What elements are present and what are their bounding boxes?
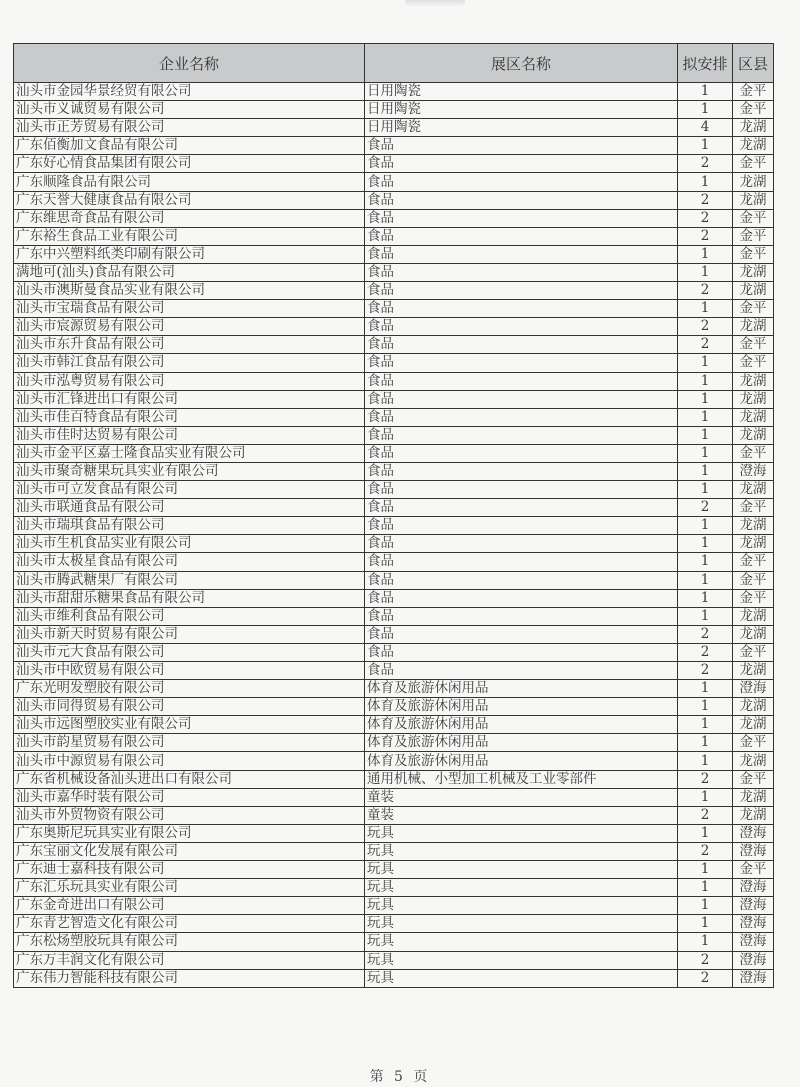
cell-zone: 玩具: [365, 861, 678, 879]
cell-district: 金平: [733, 245, 774, 263]
table-row: [14, 806, 774, 824]
cell-arranged: 1: [678, 933, 733, 951]
cell-district: 龙湖: [733, 716, 774, 734]
cell-zone: 食品: [365, 263, 678, 281]
cell-company: 汕头市韵星贸易有限公司: [14, 734, 365, 752]
cell-arranged: 2: [678, 951, 733, 969]
cell-company: 汕头市可立发食品有限公司: [14, 481, 365, 499]
cell-zone: 玩具: [365, 842, 678, 860]
cell-district: 金平: [733, 444, 774, 462]
cell-zone: 食品: [365, 318, 678, 336]
cell-arranged: 1: [678, 390, 733, 408]
cell-district: 金平: [733, 354, 774, 372]
table-row: [14, 245, 774, 263]
table-row: [14, 408, 774, 426]
cell-arranged: 1: [678, 263, 733, 281]
cell-zone: 玩具: [365, 933, 678, 951]
cell-arranged: 1: [678, 372, 733, 390]
cell-district: 澄海: [733, 969, 774, 987]
cell-company: 汕头市韩江食品有限公司: [14, 354, 365, 372]
table-row: [14, 824, 774, 842]
cell-zone: 日用陶瓷: [365, 101, 678, 119]
cell-district: 龙湖: [733, 282, 774, 300]
table-row: [14, 933, 774, 951]
header-company: 企业名称: [14, 44, 365, 83]
cell-zone: 食品: [365, 607, 678, 625]
table-row: [14, 209, 774, 227]
scan-artifact: [405, 0, 465, 6]
cell-company: 广东省机械设备汕头进出口有限公司: [14, 770, 365, 788]
cell-district: 澄海: [733, 842, 774, 860]
cell-zone: 食品: [365, 517, 678, 535]
cell-arranged: 1: [678, 137, 733, 155]
cell-arranged: 2: [678, 318, 733, 336]
cell-zone: 食品: [365, 499, 678, 517]
cell-company: 汕头市腾武糖果厂有限公司: [14, 571, 365, 589]
table-row: [14, 462, 774, 480]
exhibitor-table: [13, 43, 774, 988]
cell-company: 广东迪士嘉科技有限公司: [14, 861, 365, 879]
cell-arranged: 1: [678, 589, 733, 607]
cell-zone: 食品: [365, 137, 678, 155]
table-row: [14, 390, 774, 408]
cell-zone: 食品: [365, 571, 678, 589]
cell-company: 汕头市义诚贸易有限公司: [14, 101, 365, 119]
cell-district: 金平: [733, 770, 774, 788]
cell-company: 汕头市新天时贸易有限公司: [14, 625, 365, 643]
table-header-row: [14, 44, 774, 83]
cell-district: 龙湖: [733, 191, 774, 209]
cell-arranged: 1: [678, 698, 733, 716]
table-row: [14, 571, 774, 589]
header-zone: 展区名称: [365, 44, 678, 83]
cell-district: 金平: [733, 209, 774, 227]
cell-arranged: 1: [678, 408, 733, 426]
cell-company: 广东裕生食品工业有限公司: [14, 227, 365, 245]
table-row: [14, 137, 774, 155]
table-row: [14, 861, 774, 879]
cell-district: 金平: [733, 643, 774, 661]
cell-district: 龙湖: [733, 119, 774, 137]
cell-company: 汕头市远图塑胶实业有限公司: [14, 716, 365, 734]
cell-company: 汕头市生机食品实业有限公司: [14, 535, 365, 553]
cell-arranged: 1: [678, 861, 733, 879]
cell-zone: 体育及旅游休闲用品: [365, 698, 678, 716]
cell-arranged: 2: [678, 336, 733, 354]
cell-company: 广东好心情食品集团有限公司: [14, 155, 365, 173]
cell-company: 汕头市东升食品有限公司: [14, 336, 365, 354]
table-row: [14, 517, 774, 535]
cell-district: 龙湖: [733, 535, 774, 553]
cell-arranged: 1: [678, 300, 733, 318]
table-row: [14, 915, 774, 933]
table-row: [14, 734, 774, 752]
cell-company: 广东汇乐玩具实业有限公司: [14, 879, 365, 897]
cell-district: 龙湖: [733, 625, 774, 643]
cell-company: 广东天誉大健康食品有限公司: [14, 191, 365, 209]
cell-district: 澄海: [733, 879, 774, 897]
cell-district: 金平: [733, 861, 774, 879]
table-row: [14, 607, 774, 625]
cell-zone: 食品: [365, 300, 678, 318]
cell-district: 金平: [733, 300, 774, 318]
cell-arranged: 1: [678, 734, 733, 752]
table-row: [14, 643, 774, 661]
cell-zone: 食品: [365, 426, 678, 444]
cell-company: 广东金奇进出口有限公司: [14, 897, 365, 915]
cell-company: 广东佰衡加文食品有限公司: [14, 137, 365, 155]
table-row: [14, 969, 774, 987]
cell-company: 汕头市联通食品有限公司: [14, 499, 365, 517]
cell-arranged: 1: [678, 481, 733, 499]
table-row: [14, 553, 774, 571]
cell-company: 汕头市宝瑞食品有限公司: [14, 300, 365, 318]
table-row: [14, 788, 774, 806]
cell-zone: 玩具: [365, 969, 678, 987]
cell-arranged: 1: [678, 680, 733, 698]
table-row: [14, 770, 774, 788]
table-row: [14, 589, 774, 607]
cell-zone: 食品: [365, 209, 678, 227]
cell-zone: 童装: [365, 806, 678, 824]
cell-company: 汕头市佳百特食品有限公司: [14, 408, 365, 426]
cell-district: 澄海: [733, 951, 774, 969]
cell-zone: 食品: [365, 662, 678, 680]
cell-district: 金平: [733, 589, 774, 607]
cell-company: 广东宝丽文化发展有限公司: [14, 842, 365, 860]
cell-district: 龙湖: [733, 137, 774, 155]
cell-district: 澄海: [733, 915, 774, 933]
table-row: [14, 662, 774, 680]
cell-arranged: 2: [678, 625, 733, 643]
cell-arranged: 1: [678, 879, 733, 897]
cell-arranged: 1: [678, 101, 733, 119]
cell-arranged: 1: [678, 426, 733, 444]
cell-zone: 日用陶瓷: [365, 83, 678, 101]
cell-company: 满地可(汕头)食品有限公司: [14, 263, 365, 281]
header-district: 区县: [733, 44, 774, 83]
cell-company: 广东松炀塑胶玩具有限公司: [14, 933, 365, 951]
table-row: [14, 842, 774, 860]
cell-arranged: 1: [678, 824, 733, 842]
table-row: [14, 263, 774, 281]
cell-arranged: 1: [678, 245, 733, 263]
cell-arranged: 2: [678, 969, 733, 987]
cell-zone: 食品: [365, 589, 678, 607]
table-row: [14, 83, 774, 101]
cell-district: 澄海: [733, 897, 774, 915]
cell-company: 汕头市佳时达贸易有限公司: [14, 426, 365, 444]
table-row: [14, 481, 774, 499]
table-row: [14, 897, 774, 915]
cell-district: 龙湖: [733, 408, 774, 426]
cell-zone: 玩具: [365, 951, 678, 969]
table-row: [14, 716, 774, 734]
cell-arranged: 1: [678, 173, 733, 191]
cell-arranged: 1: [678, 83, 733, 101]
cell-company: 汕头市金平区嘉士隆食品实业有限公司: [14, 444, 365, 462]
cell-district: 金平: [733, 499, 774, 517]
cell-district: 金平: [733, 553, 774, 571]
cell-district: 龙湖: [733, 390, 774, 408]
cell-company: 广东中兴塑料纸类印刷有限公司: [14, 245, 365, 263]
table-row: [14, 535, 774, 553]
cell-district: 金平: [733, 336, 774, 354]
table-row: [14, 426, 774, 444]
cell-zone: 食品: [365, 191, 678, 209]
cell-zone: 童装: [365, 788, 678, 806]
cell-company: 广东奥斯尼玩具实业有限公司: [14, 824, 365, 842]
table-row: [14, 499, 774, 517]
cell-company: 汕头市同得贸易有限公司: [14, 698, 365, 716]
cell-arranged: 2: [678, 770, 733, 788]
cell-district: 龙湖: [733, 173, 774, 191]
cell-arranged: 1: [678, 517, 733, 535]
cell-district: 龙湖: [733, 752, 774, 770]
cell-zone: 食品: [365, 481, 678, 499]
cell-zone: 食品: [365, 408, 678, 426]
cell-district: 龙湖: [733, 607, 774, 625]
cell-zone: 食品: [365, 643, 678, 661]
cell-arranged: 2: [678, 842, 733, 860]
cell-company: 汕头市聚奇糖果玩具实业有限公司: [14, 462, 365, 480]
cell-district: 澄海: [733, 462, 774, 480]
table-row: [14, 155, 774, 173]
cell-company: 汕头市元大食品有限公司: [14, 643, 365, 661]
table-row: [14, 336, 774, 354]
cell-company: 广东光明发塑胶有限公司: [14, 680, 365, 698]
cell-company: 汕头市太极星食品有限公司: [14, 553, 365, 571]
cell-arranged: 1: [678, 607, 733, 625]
cell-zone: 食品: [365, 155, 678, 173]
cell-arranged: 1: [678, 354, 733, 372]
cell-arranged: 1: [678, 553, 733, 571]
table-row: [14, 191, 774, 209]
cell-zone: 玩具: [365, 879, 678, 897]
cell-district: 龙湖: [733, 426, 774, 444]
cell-zone: 体育及旅游休闲用品: [365, 680, 678, 698]
cell-company: 汕头市中欧贸易有限公司: [14, 662, 365, 680]
table-row: [14, 173, 774, 191]
cell-arranged: 1: [678, 716, 733, 734]
cell-zone: 体育及旅游休闲用品: [365, 716, 678, 734]
table-row: [14, 879, 774, 897]
cell-zone: 食品: [365, 173, 678, 191]
header-arranged: 拟安排: [678, 44, 733, 83]
cell-arranged: 1: [678, 788, 733, 806]
cell-company: 汕头市泓粤贸易有限公司: [14, 372, 365, 390]
cell-company: 广东顺隆食品有限公司: [14, 173, 365, 191]
table-row: [14, 680, 774, 698]
cell-company: 广东万丰润文化有限公司: [14, 951, 365, 969]
cell-zone: 食品: [365, 282, 678, 300]
table-row: [14, 318, 774, 336]
cell-arranged: 1: [678, 752, 733, 770]
cell-company: 汕头市澳斯曼食品实业有限公司: [14, 282, 365, 300]
cell-arranged: 2: [678, 227, 733, 245]
cell-zone: 食品: [365, 372, 678, 390]
cell-company: 汕头市汇锋进出口有限公司: [14, 390, 365, 408]
cell-zone: 食品: [365, 444, 678, 462]
cell-district: 金平: [733, 83, 774, 101]
cell-zone: 玩具: [365, 824, 678, 842]
table-body: [14, 83, 774, 988]
cell-arranged: 2: [678, 643, 733, 661]
table-row: [14, 752, 774, 770]
cell-company: 广东维思奇食品有限公司: [14, 209, 365, 227]
cell-district: 龙湖: [733, 662, 774, 680]
cell-arranged: 2: [678, 662, 733, 680]
cell-district: 龙湖: [733, 318, 774, 336]
cell-company: 汕头市中源贸易有限公司: [14, 752, 365, 770]
cell-zone: 食品: [365, 553, 678, 571]
table-row: [14, 698, 774, 716]
cell-district: 澄海: [733, 680, 774, 698]
cell-zone: 食品: [365, 354, 678, 372]
cell-arranged: 2: [678, 191, 733, 209]
cell-zone: 体育及旅游休闲用品: [365, 752, 678, 770]
cell-zone: 食品: [365, 625, 678, 643]
cell-district: 龙湖: [733, 517, 774, 535]
page-number: 第 5 页: [369, 1069, 431, 1085]
cell-district: 龙湖: [733, 372, 774, 390]
cell-district: 金平: [733, 227, 774, 245]
cell-company: 汕头市宸源贸易有限公司: [14, 318, 365, 336]
cell-arranged: 2: [678, 282, 733, 300]
cell-zone: 通用机械、小型加工机械及工业零部件: [365, 770, 678, 788]
cell-zone: 食品: [365, 462, 678, 480]
cell-arranged: 4: [678, 119, 733, 137]
cell-district: 龙湖: [733, 806, 774, 824]
cell-zone: 食品: [365, 245, 678, 263]
cell-arranged: 1: [678, 897, 733, 915]
cell-district: 金平: [733, 571, 774, 589]
table-row: [14, 101, 774, 119]
table-row: [14, 625, 774, 643]
table-row: [14, 300, 774, 318]
table-row: [14, 372, 774, 390]
cell-company: 汕头市正芳贸易有限公司: [14, 119, 365, 137]
cell-company: 汕头市瑞琪食品有限公司: [14, 517, 365, 535]
cell-company: 汕头市金园华景经贸有限公司: [14, 83, 365, 101]
cell-district: 金平: [733, 734, 774, 752]
cell-district: 龙湖: [733, 263, 774, 281]
cell-arranged: 1: [678, 535, 733, 553]
cell-zone: 体育及旅游休闲用品: [365, 734, 678, 752]
cell-zone: 食品: [365, 336, 678, 354]
cell-district: 金平: [733, 101, 774, 119]
cell-company: 汕头市外贸物资有限公司: [14, 806, 365, 824]
cell-zone: 食品: [365, 227, 678, 245]
table-row: [14, 282, 774, 300]
cell-district: 龙湖: [733, 698, 774, 716]
table-row: [14, 227, 774, 245]
table-row: [14, 354, 774, 372]
cell-company: 汕头市维利食品有限公司: [14, 607, 365, 625]
cell-zone: 玩具: [365, 897, 678, 915]
cell-district: 金平: [733, 155, 774, 173]
cell-company: 广东青艺智造文化有限公司: [14, 915, 365, 933]
table-row: [14, 444, 774, 462]
cell-zone: 日用陶瓷: [365, 119, 678, 137]
cell-company: 广东伟力智能科技有限公司: [14, 969, 365, 987]
cell-district: 龙湖: [733, 788, 774, 806]
cell-arranged: 1: [678, 915, 733, 933]
cell-arranged: 1: [678, 571, 733, 589]
cell-arranged: 2: [678, 209, 733, 227]
table-row: [14, 119, 774, 137]
cell-arranged: 2: [678, 499, 733, 517]
cell-arranged: 2: [678, 806, 733, 824]
cell-zone: 玩具: [365, 915, 678, 933]
cell-district: 澄海: [733, 933, 774, 951]
cell-district: 龙湖: [733, 481, 774, 499]
cell-zone: 食品: [365, 535, 678, 553]
cell-arranged: 1: [678, 462, 733, 480]
cell-company: 汕头市甜甜乐糖果食品有限公司: [14, 589, 365, 607]
cell-arranged: 2: [678, 155, 733, 173]
table-row: [14, 951, 774, 969]
cell-company: 汕头市嘉华时装有限公司: [14, 788, 365, 806]
cell-district: 澄海: [733, 824, 774, 842]
cell-arranged: 1: [678, 444, 733, 462]
cell-zone: 食品: [365, 390, 678, 408]
